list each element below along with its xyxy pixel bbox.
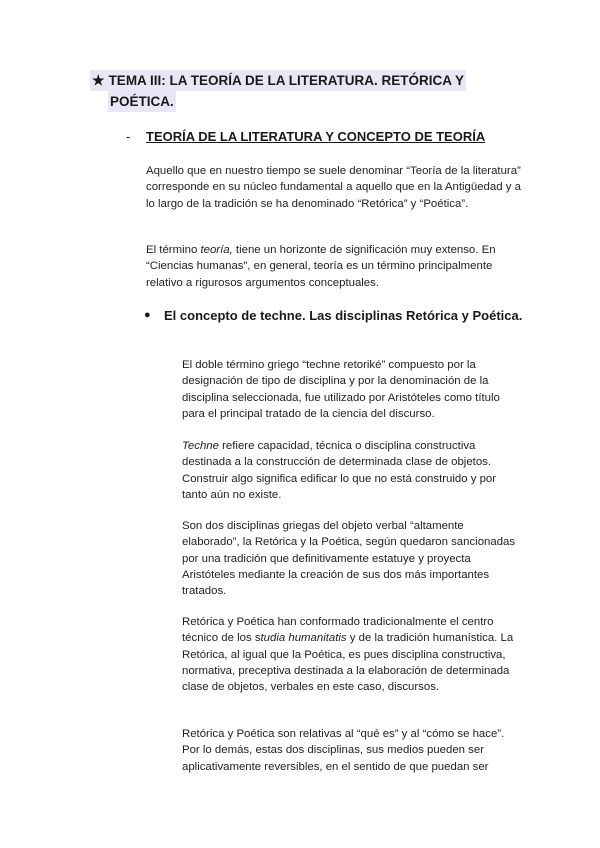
paragraph: El doble término griego “techne retoriké” compuesto por la designación de tipo de disciplina y por la denominación de la disciplina seleccionada, fue utilizado por Aristóteles como título para el principal tratado de la ciencia del discurso. xyxy=(182,359,500,420)
subsection-heading xyxy=(144,306,524,325)
paragraph: Retórica y Poética han conformado tradicionalmente el centro técnico de los studia humanitatis y de la tradición humanística. La Retórica, al igual que la Poética, es pues disciplina constructiva, normativa, preceptiva destinada a la elaboración de determinada clase de objetos, verbales en este caso, discursos. xyxy=(182,616,514,694)
star-icon: ★ xyxy=(92,72,105,88)
emphasis: Techne xyxy=(182,440,219,452)
emphasis: tudia humanitatis xyxy=(260,632,347,645)
section-heading-text: TEORÍA DE LA LITERATURA Y CONCEPTO DE TEORÍA xyxy=(146,129,486,144)
page-title xyxy=(90,70,510,112)
paragraph: El término teoría, tiene un horizonte de significación muy extenso. En “Ciencias humanas”, en general, teoría es un término principalmente relativo a rigurosos argumentos conceptuales. xyxy=(146,244,496,289)
title-line-2: POÉTICA. xyxy=(108,91,176,112)
emphasis: teoría, xyxy=(200,244,233,256)
dash-marker: - xyxy=(126,129,131,144)
paragraph: Aquello que en nuestro tiempo se suele denominar “Teoría de la literatura” corresponde en su núcleo fundamental a aquello que en la Antigüedad y a lo largo de la tradición se ha denominado “Retórica” y “Poética”. xyxy=(146,165,521,210)
paragraph: Son dos disciplinas griegas del objeto verbal “altamente elaborado”, la Retórica y la Poética, según quedaron sancionadas por una tradición que definitivamente estatuye y proyecta Aristóteles mediante la creación de sus dos más importantes tratados. xyxy=(182,520,516,598)
title-text-1: TEMA III: LA TEORÍA DE LA LITERATURA. RETÓRICA Y xyxy=(108,73,465,88)
bullet-icon: ● xyxy=(144,309,151,321)
paragraph: Techne refiere capacidad, técnica o disciplina constructiva destinada a la construcción de determinada clase de objetos. Construir algo significa edificar lo que no está construido y por tanto aún no existe. xyxy=(182,440,497,501)
subsection-heading-text: El concepto de techne. Las disciplinas Retórica y Poética. xyxy=(164,308,523,323)
title-line-1 xyxy=(90,70,466,91)
section-heading xyxy=(126,128,546,146)
paragraph: Retórica y Poética son relativas al “qué es” y al “cómo se hace”. Por lo demás, estas dos disciplinas, sus medios pueden ser aplicativamente reversibles, en el sentido de que puedan ser xyxy=(182,728,505,773)
